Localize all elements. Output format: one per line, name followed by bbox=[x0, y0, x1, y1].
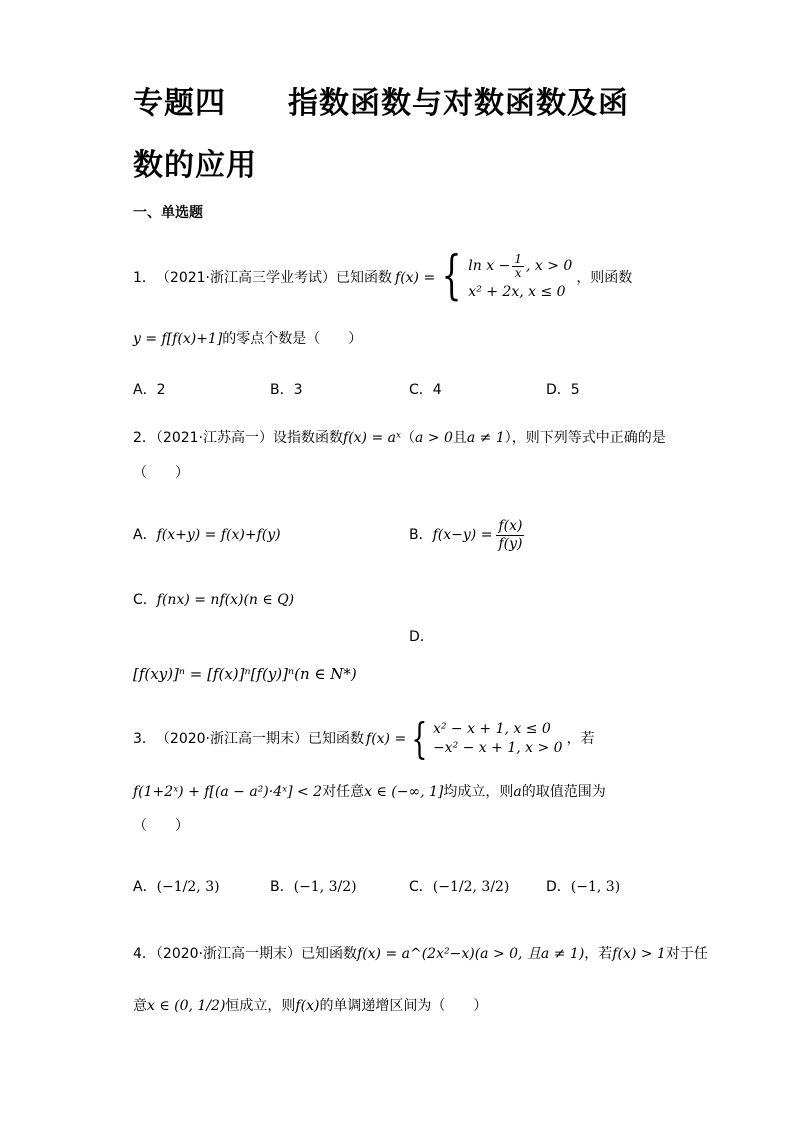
section-heading: 一、单选题 bbox=[133, 205, 203, 221]
q3-stem-a: 已知函数 bbox=[308, 731, 365, 747]
q3-option-b-label: B． bbox=[270, 879, 294, 895]
q1-stem-a: 已知函数 bbox=[336, 270, 393, 286]
question-3 bbox=[133, 716, 595, 762]
q2-option-a-expr: f(x+y) = f(x)+f(y) bbox=[156, 527, 281, 543]
q3-var: a bbox=[513, 784, 522, 800]
q3-option-c-expr: (−1/2, 3/2) bbox=[432, 879, 510, 895]
q1-line-2 bbox=[133, 329, 362, 349]
q2-option-b-lhs: f(x−y) = bbox=[432, 527, 493, 543]
q1-function: f(x) = bbox=[395, 270, 436, 286]
q3-option-a[interactable] bbox=[133, 877, 220, 897]
q1-fraction bbox=[512, 253, 524, 280]
q3-number: 3． bbox=[133, 731, 156, 747]
q1-source: （2021·浙江高三学业考试） bbox=[155, 270, 337, 286]
q3-paren: （ ） bbox=[133, 818, 189, 834]
q4-expr: f(x) = a^(2x²−x)(a > 0, 且a ≠ 1) bbox=[357, 946, 585, 962]
q4-stem-e: 恒成立，则 bbox=[225, 998, 296, 1014]
q2-option-b-num: f(x) bbox=[498, 517, 523, 534]
q3-option-b[interactable] bbox=[270, 877, 357, 897]
q1-number: 1． bbox=[133, 270, 156, 286]
q2-paren: （ ） bbox=[133, 465, 189, 481]
q2-option-b-label: B． bbox=[409, 527, 433, 543]
q3-stem-b: ，若 bbox=[566, 731, 595, 747]
q2-source: （2021·江苏高一） bbox=[155, 430, 274, 446]
q1-stem-b: ，则函数 bbox=[576, 270, 633, 286]
q3-case-1: x² − x + 1, x ≤ 0 bbox=[432, 721, 551, 737]
q1-option-c-label: C．4 bbox=[409, 382, 442, 398]
q4-stem-b: ，若 bbox=[584, 946, 613, 962]
q1-option-d-label: D．5 bbox=[546, 382, 580, 398]
q3-function: f(x) = bbox=[366, 731, 407, 747]
q3-domain: x ∈ (−∞, 1] bbox=[364, 784, 444, 800]
q2-option-b[interactable] bbox=[409, 513, 524, 557]
q1-y-expr: y = f[f(x)+1] bbox=[133, 331, 223, 347]
q3-option-c-label: C． bbox=[409, 879, 433, 895]
q2-option-b-fraction bbox=[496, 518, 524, 553]
q1-case-2: x² + 2x, x ≤ 0 bbox=[468, 283, 566, 300]
question-4 bbox=[133, 944, 708, 964]
question-2 bbox=[133, 428, 666, 448]
q1-case-1-b: , x > 0 bbox=[525, 258, 573, 274]
q3-option-a-label: A． bbox=[133, 879, 157, 895]
q2-option-c[interactable] bbox=[133, 590, 294, 610]
q3-option-a-expr: (−1/2, 3) bbox=[156, 879, 220, 895]
q3-option-d-label: D． bbox=[546, 879, 571, 895]
q4-number: 4． bbox=[133, 946, 156, 962]
page-title-line1: 专题四 指数函数与对数函数及函 bbox=[133, 86, 629, 121]
q3-brace: { bbox=[411, 714, 428, 763]
q4-fx: f(x) bbox=[295, 998, 320, 1014]
q2-stem-d: ），则下列等式中正确的是 bbox=[504, 430, 666, 446]
q3-option-b-expr: (−1, 3/2) bbox=[293, 879, 357, 895]
q1-brace: { bbox=[441, 246, 462, 306]
q1-case-1 bbox=[468, 253, 572, 280]
q1-option-b-label: B．3 bbox=[270, 382, 303, 398]
q2-option-b-den: f(y) bbox=[498, 535, 523, 552]
q4-line-2 bbox=[133, 996, 487, 1016]
q1-frac-den: x bbox=[514, 265, 522, 280]
q1-option-a[interactable] bbox=[133, 380, 165, 400]
q3-source: （2020·浙江高一期末） bbox=[155, 731, 309, 747]
q3-stem-c: 对任意 bbox=[322, 784, 365, 800]
q4-stem-c: 对于任 bbox=[665, 946, 708, 962]
q2-option-a-label: A． bbox=[133, 527, 157, 543]
q2-cond-1: a > 0 bbox=[414, 430, 453, 446]
q4-stem-f: 的单调递增区间为（ ） bbox=[319, 998, 488, 1014]
q1-option-b[interactable] bbox=[270, 380, 303, 400]
q3-option-c[interactable] bbox=[409, 877, 509, 897]
q4-cond: f(x) > 1 bbox=[612, 946, 666, 962]
q2-cond-2: a ≠ 1 bbox=[466, 430, 505, 446]
q2-expr: f(x) = aˣ bbox=[343, 430, 401, 446]
q1-cases bbox=[468, 253, 572, 304]
q3-option-d[interactable] bbox=[546, 877, 620, 897]
q3-option-d-expr: (−1, 3) bbox=[570, 879, 621, 895]
q3-stem-d: 均成立，则 bbox=[443, 784, 514, 800]
q1-case-1-a: ln x − bbox=[468, 258, 511, 274]
q2-option-a[interactable] bbox=[133, 525, 281, 545]
q4-source: （2020·浙江高一期末） bbox=[155, 946, 302, 962]
q1-option-c[interactable] bbox=[409, 380, 442, 400]
question-1 bbox=[133, 248, 632, 308]
q4-stem-d: 意 bbox=[133, 998, 147, 1014]
q3-line-2 bbox=[133, 782, 606, 802]
q2-stem-a: 设指数函数 bbox=[273, 430, 344, 446]
q2-option-d[interactable]: [f(xy)]ⁿ = [f(x)]ⁿ[f(y)]ⁿ(n ∈ N*) bbox=[133, 665, 357, 683]
q3-case-2: −x² − x + 1, x > 0 bbox=[432, 740, 563, 756]
q1-stem-c: 的零点个数是（ ） bbox=[222, 331, 363, 347]
q3-stem-e: 的取值范围为 bbox=[521, 784, 606, 800]
q2-stem-c: 且 bbox=[452, 430, 467, 446]
q2-option-c-label: C． bbox=[133, 592, 157, 608]
q2-option-c-expr: f(nx) = nf(x)(n ∈ Q) bbox=[156, 592, 295, 608]
q3-cases bbox=[433, 720, 563, 758]
q2-stem-b: （ bbox=[400, 430, 415, 446]
q1-option-d[interactable] bbox=[546, 380, 580, 400]
q3-inequality: f(1+2ˣ) + f[(a − a²)·4ˣ] < 2 bbox=[133, 784, 323, 800]
q2-option-d-label[interactable]: D． bbox=[409, 629, 434, 645]
q2-number: 2． bbox=[133, 430, 156, 446]
q4-stem-a: 已知函数 bbox=[301, 946, 358, 962]
q1-frac-num: 1 bbox=[514, 251, 522, 266]
q1-option-a-label: A．2 bbox=[133, 382, 166, 398]
page-title-line2: 数的应用 bbox=[133, 148, 257, 183]
q4-domain: x ∈ (0, 1/2) bbox=[147, 998, 226, 1014]
